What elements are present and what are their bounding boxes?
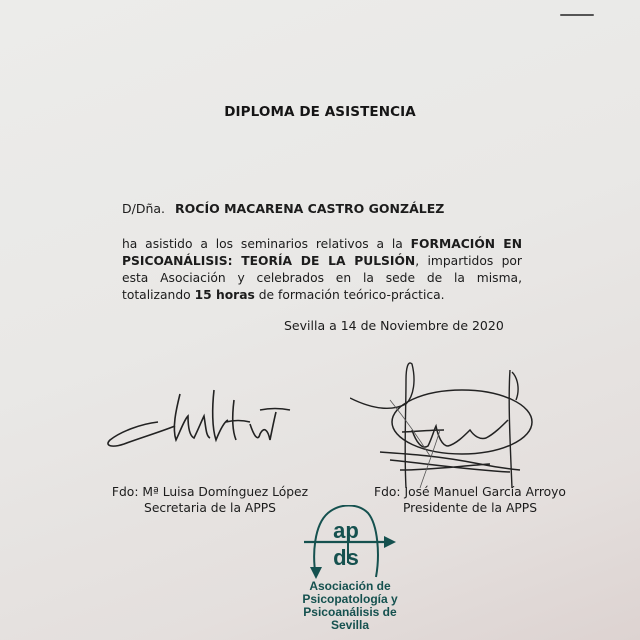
logo-caption-line: Sevilla [330, 618, 370, 632]
recipient-line [122, 201, 444, 216]
diploma-title: DIPLOMA DE ASISTENCIA [224, 104, 416, 120]
signature-secretary [100, 380, 300, 460]
apps-logo-icon [298, 505, 398, 580]
paper-edge-mark [560, 14, 594, 16]
signature-president [350, 360, 550, 490]
signer-president-role: Presidente de la APPS [402, 501, 538, 515]
logo-caption [290, 580, 410, 632]
body-part3: de formación teórico-práctica. [254, 288, 445, 302]
course-title: FORMACIÓN EN PSICOANÁLISIS: TEORÍA DE LA PULSIÓN [122, 237, 522, 268]
logo-letters-top: ap [333, 518, 359, 543]
diploma-body [122, 236, 522, 304]
logo-letters-bottom: ds [333, 545, 359, 570]
recipient-prefix: D/Dña. [122, 201, 166, 216]
signer-president-name: Fdo: José Manuel García Arroyo [374, 485, 566, 499]
place-date: Sevilla a 14 de Noviembre de 2020 [284, 318, 504, 333]
signer-secretary-role: Secretaria de la APPS [144, 501, 276, 515]
logo-caption-line: Psicopatología y [302, 592, 398, 606]
signer-secretary [110, 484, 310, 516]
recipient-name: ROCÍO MACARENA CASTRO GONZÁLEZ [175, 201, 445, 216]
body-part2: , impartidos por esta Asociación y celebrados en la sede de la misma, totalizando [122, 254, 522, 302]
signer-secretary-name: Fdo: Mª Luisa Domínguez López [111, 485, 309, 499]
logo-caption-line: Asociación de [309, 579, 391, 593]
course-hours: 15 horas [194, 288, 255, 302]
body-part1: ha asistido a los seminarios relativos a la [122, 237, 411, 251]
logo-caption-line: Psicoanálisis de [303, 605, 397, 619]
